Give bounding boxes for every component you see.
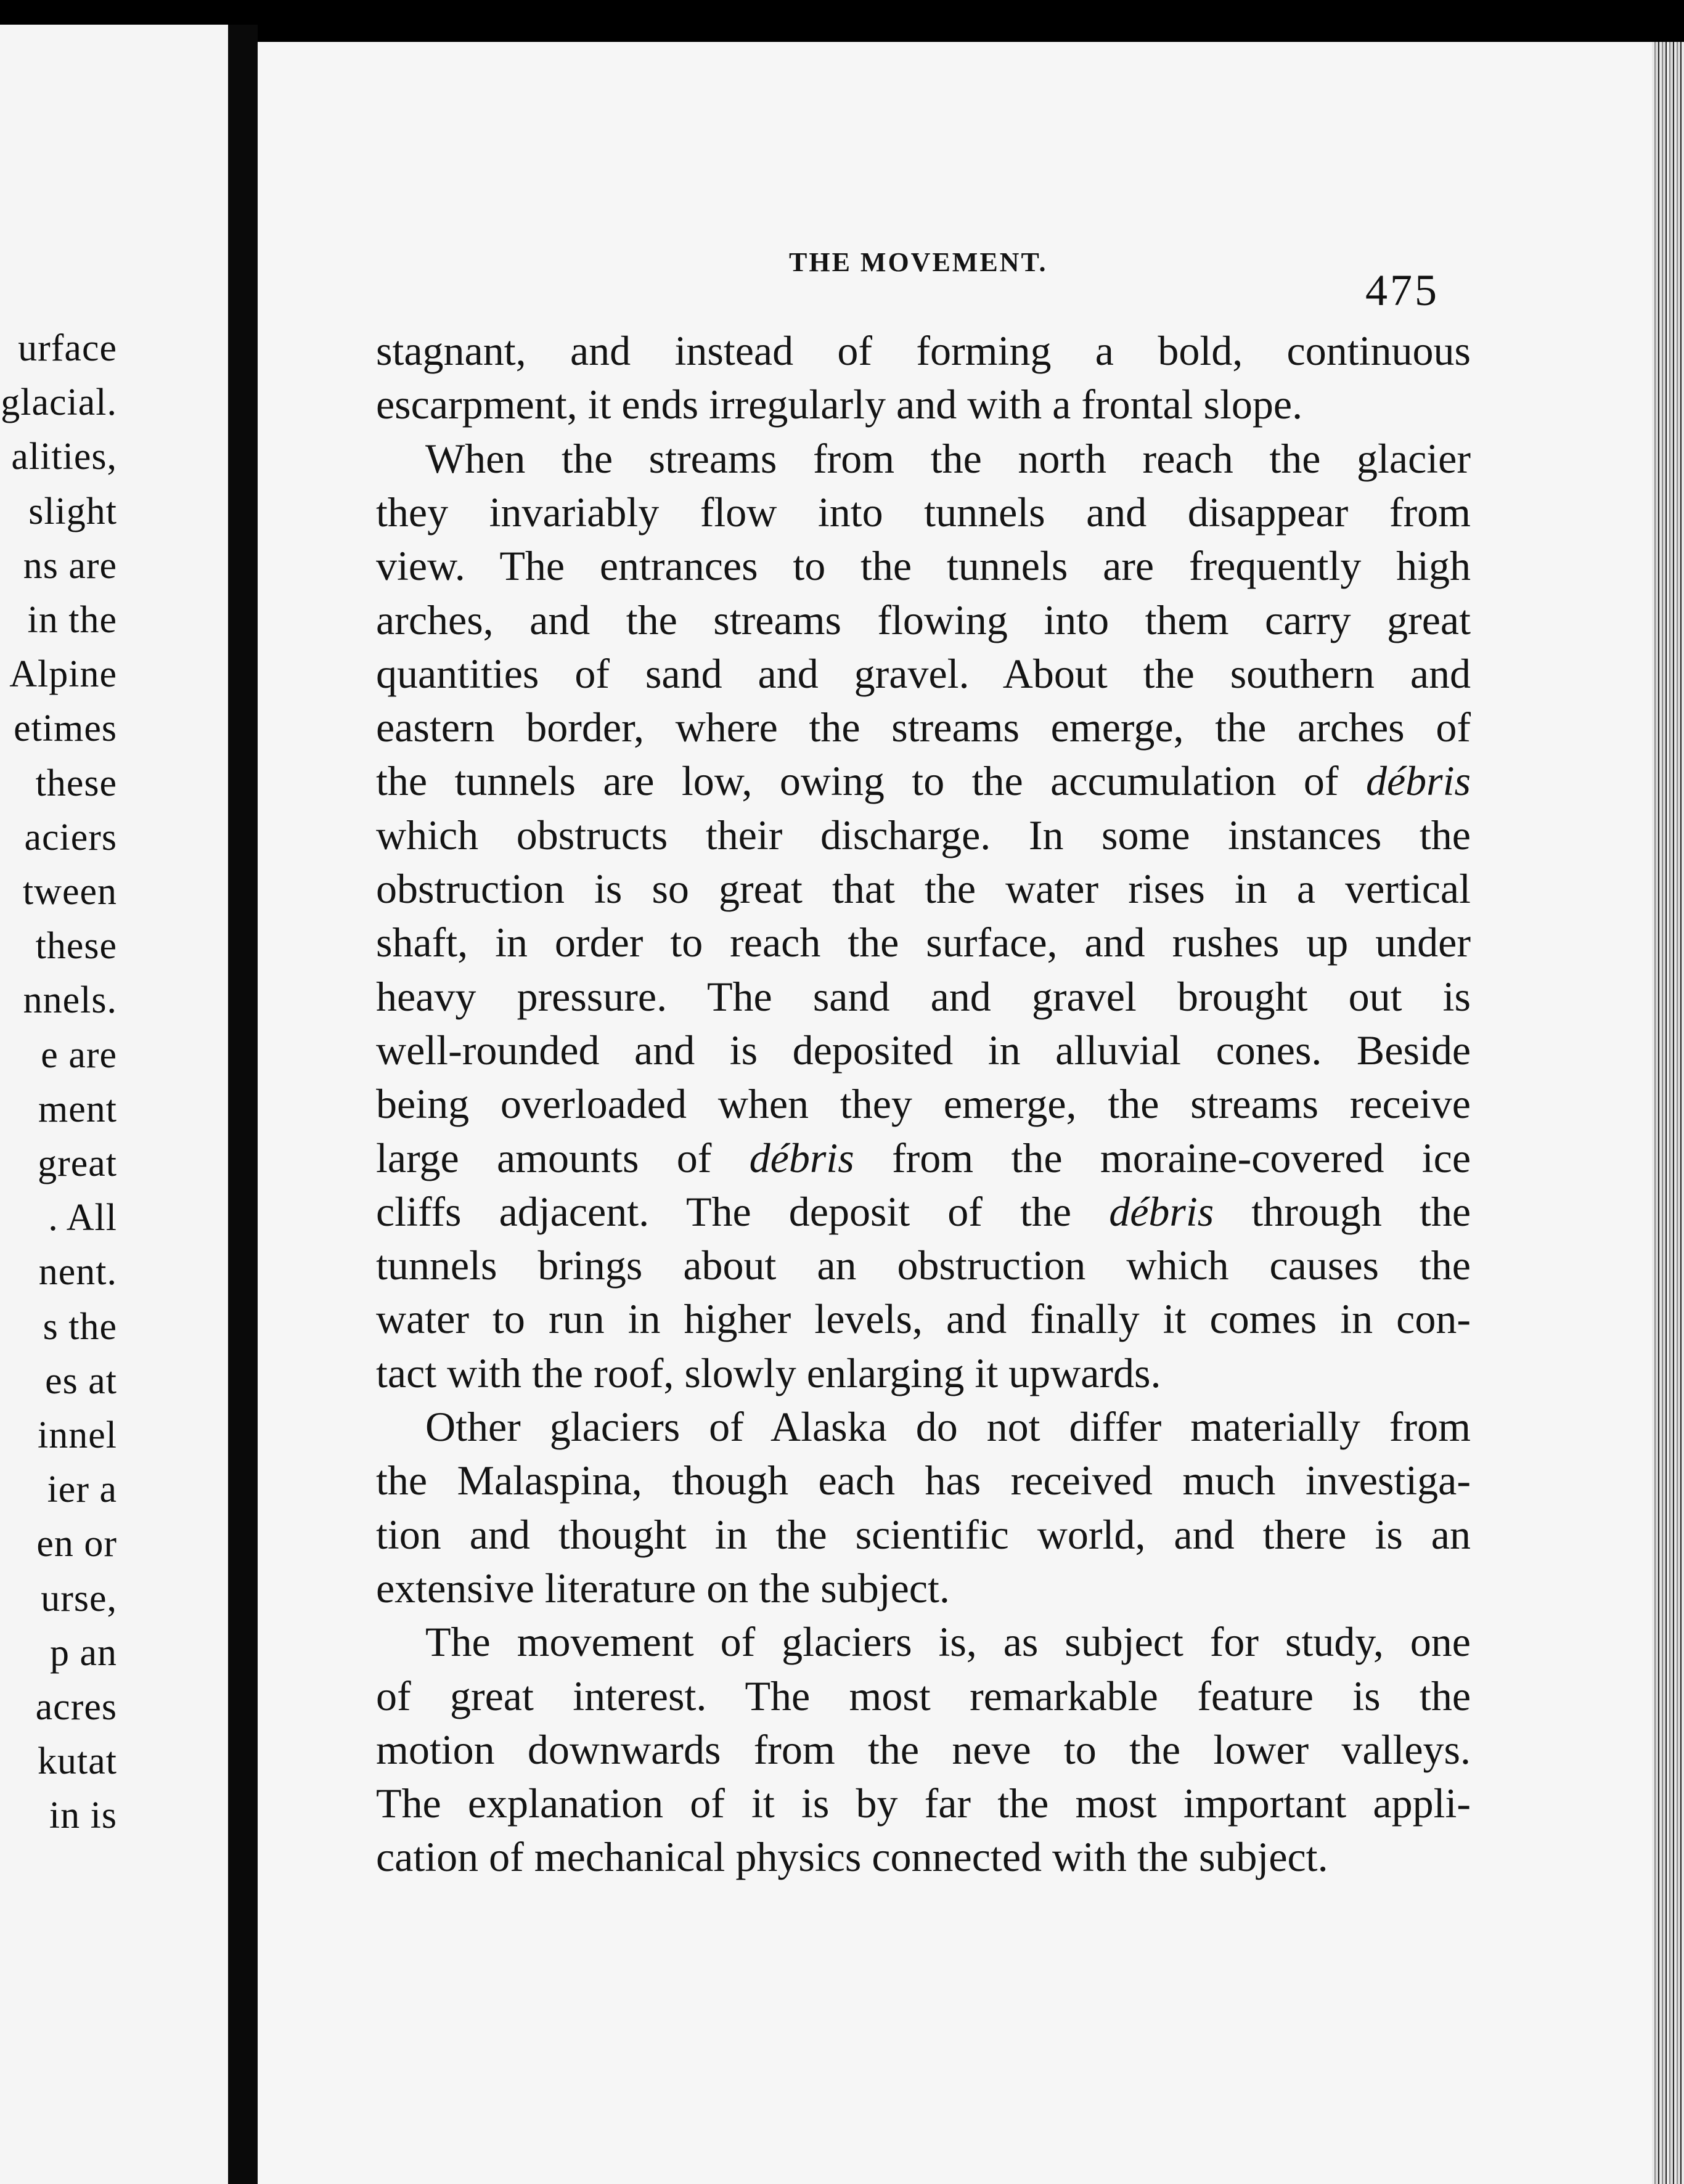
line-text: arches, and the streams flowing into them carry great bbox=[376, 596, 1471, 643]
line-text: water to run in higher levels, and finally it comes in con- bbox=[376, 1295, 1471, 1343]
line-text: tact with the roof, slowly enlarging it upwards. bbox=[376, 1349, 1161, 1396]
line-text: large amounts of bbox=[376, 1134, 750, 1181]
left-page-fragment: e are bbox=[41, 1033, 117, 1076]
line-text: view. The entrances to the tunnels are frequently high bbox=[376, 542, 1471, 590]
line-text: escarpment, it ends irregularly and with a frontal slope. bbox=[376, 381, 1303, 428]
left-page-fragment: ns are bbox=[23, 544, 117, 587]
italic-word: débris bbox=[1109, 1188, 1214, 1235]
line-text: through the bbox=[1214, 1188, 1471, 1235]
line-text: obstruction is so great that the water rises in a vertical bbox=[376, 865, 1471, 912]
line-text: the Malaspina, though each has received much investiga- bbox=[376, 1457, 1471, 1504]
body-line bbox=[376, 646, 1471, 701]
left-page-fragment: in the bbox=[27, 599, 117, 641]
left-page-fragment: p an bbox=[49, 1631, 117, 1674]
line-text: which obstructs their discharge. In some instances the bbox=[376, 811, 1471, 858]
body-line bbox=[376, 862, 1471, 916]
body-line bbox=[376, 1238, 1471, 1292]
left-page bbox=[0, 25, 228, 2184]
body-line bbox=[376, 1722, 1471, 1777]
left-page-fragment: s the bbox=[43, 1305, 117, 1348]
left-page-fragment: en or bbox=[36, 1523, 117, 1565]
running-head: THE MOVEMENT. bbox=[789, 247, 1048, 277]
body-line bbox=[376, 1131, 1471, 1185]
body-line bbox=[376, 1077, 1471, 1131]
page-number: 475 bbox=[1365, 266, 1439, 315]
left-page-fragment: aciers bbox=[24, 816, 117, 858]
body-line bbox=[376, 1776, 1471, 1830]
line-text: motion downwards from the neve to the lower valleys. bbox=[376, 1726, 1471, 1773]
body-line bbox=[425, 1400, 1471, 1454]
body-line bbox=[376, 1184, 1471, 1239]
line-text: the tunnels are low, owing to the accumulation of bbox=[376, 757, 1366, 805]
body-line bbox=[376, 1507, 1471, 1562]
left-page-fragment: ier a bbox=[47, 1469, 117, 1511]
left-page-fragment: urface bbox=[18, 327, 117, 369]
body-line bbox=[376, 1830, 1471, 1884]
line-text: quantities of sand and gravel. About the southern and bbox=[376, 650, 1471, 697]
left-page-fragment: in is bbox=[49, 1795, 117, 1837]
line-text: eastern border, where the streams emerge, the arches of bbox=[376, 704, 1471, 751]
left-page-fragment: these bbox=[35, 762, 117, 804]
line-text: The movement of glaciers is, as subject for study, one bbox=[425, 1618, 1471, 1666]
line-text: well-rounded and is deposited in alluvial cones. Beside bbox=[376, 1026, 1471, 1074]
body-line bbox=[376, 700, 1471, 754]
body-line bbox=[376, 1669, 1471, 1723]
line-text: When the streams from the north reach the glacier bbox=[425, 434, 1471, 482]
line-text: Other glaciers of Alaska do not differ materially from bbox=[425, 1403, 1471, 1450]
body-line bbox=[376, 539, 1471, 593]
line-text: cation of mechanical physics connected with the subject. bbox=[376, 1833, 1328, 1881]
line-text: The explanation of it is by far the most important appli- bbox=[376, 1780, 1471, 1827]
body-line bbox=[425, 431, 1471, 486]
line-text: extensive literature on the subject. bbox=[376, 1564, 950, 1612]
body-line bbox=[376, 1346, 1471, 1400]
left-page-fragment: these bbox=[35, 925, 117, 968]
body-line bbox=[425, 1615, 1471, 1669]
line-text: cliffs adjacent. The deposit of the bbox=[376, 1188, 1110, 1235]
left-page-fragment: slight bbox=[28, 490, 117, 532]
left-page-fragment: . All bbox=[48, 1197, 117, 1239]
left-page-fragment: kutat bbox=[38, 1740, 117, 1783]
line-text: tunnels brings about an obstruction which causes the bbox=[376, 1242, 1471, 1289]
body-line bbox=[376, 808, 1471, 862]
left-page-fragment: glacial. bbox=[1, 381, 117, 424]
left-page-fragment: Alpine bbox=[9, 653, 117, 696]
left-page-fragment: nent. bbox=[38, 1251, 117, 1294]
body-line bbox=[376, 1292, 1471, 1346]
body-line bbox=[376, 754, 1471, 808]
line-text: tion and thought in the scientific world, and there is an bbox=[376, 1510, 1471, 1558]
left-page-fragment: es at bbox=[45, 1359, 117, 1402]
body-line bbox=[376, 915, 1471, 969]
italic-word: débris bbox=[1366, 757, 1471, 805]
body-line bbox=[376, 593, 1471, 647]
left-page-fragment: nnels. bbox=[23, 979, 117, 1022]
body-line bbox=[376, 485, 1471, 539]
body-line bbox=[376, 1023, 1471, 1077]
body-line bbox=[376, 1453, 1471, 1507]
left-page-fragment: tween bbox=[22, 871, 117, 913]
page-edge bbox=[1652, 42, 1684, 2184]
left-page-fragment: etimes bbox=[14, 707, 117, 750]
line-text: shaft, in order to reach the surface, and rushes up under bbox=[376, 919, 1471, 966]
line-text: heavy pressure. The sand and gravel brought out is bbox=[376, 972, 1471, 1020]
left-page-fragment: ment bbox=[38, 1088, 117, 1130]
body-line bbox=[376, 324, 1471, 378]
line-text: from the moraine-covered ice bbox=[854, 1134, 1471, 1181]
line-text: being overloaded when they emerge, the streams receive bbox=[376, 1080, 1471, 1128]
body-line bbox=[376, 969, 1471, 1024]
left-page-fragment: great bbox=[38, 1143, 117, 1184]
body-line bbox=[376, 1561, 1471, 1615]
line-text: of great interest. The most remarkable feature is the bbox=[376, 1672, 1471, 1719]
left-page-fragment: innel bbox=[38, 1414, 117, 1456]
italic-word: débris bbox=[749, 1134, 854, 1181]
book-gutter bbox=[228, 25, 258, 2184]
left-page-fragment: urse, bbox=[41, 1577, 117, 1620]
left-page-fragment: alities, bbox=[11, 436, 117, 478]
body-line bbox=[376, 377, 1471, 431]
line-text: they invariably flow into tunnels and disappear from bbox=[376, 488, 1471, 536]
left-page-fragment: acres bbox=[35, 1686, 117, 1728]
line-text: stagnant, and instead of forming a bold, continuous bbox=[376, 327, 1471, 374]
